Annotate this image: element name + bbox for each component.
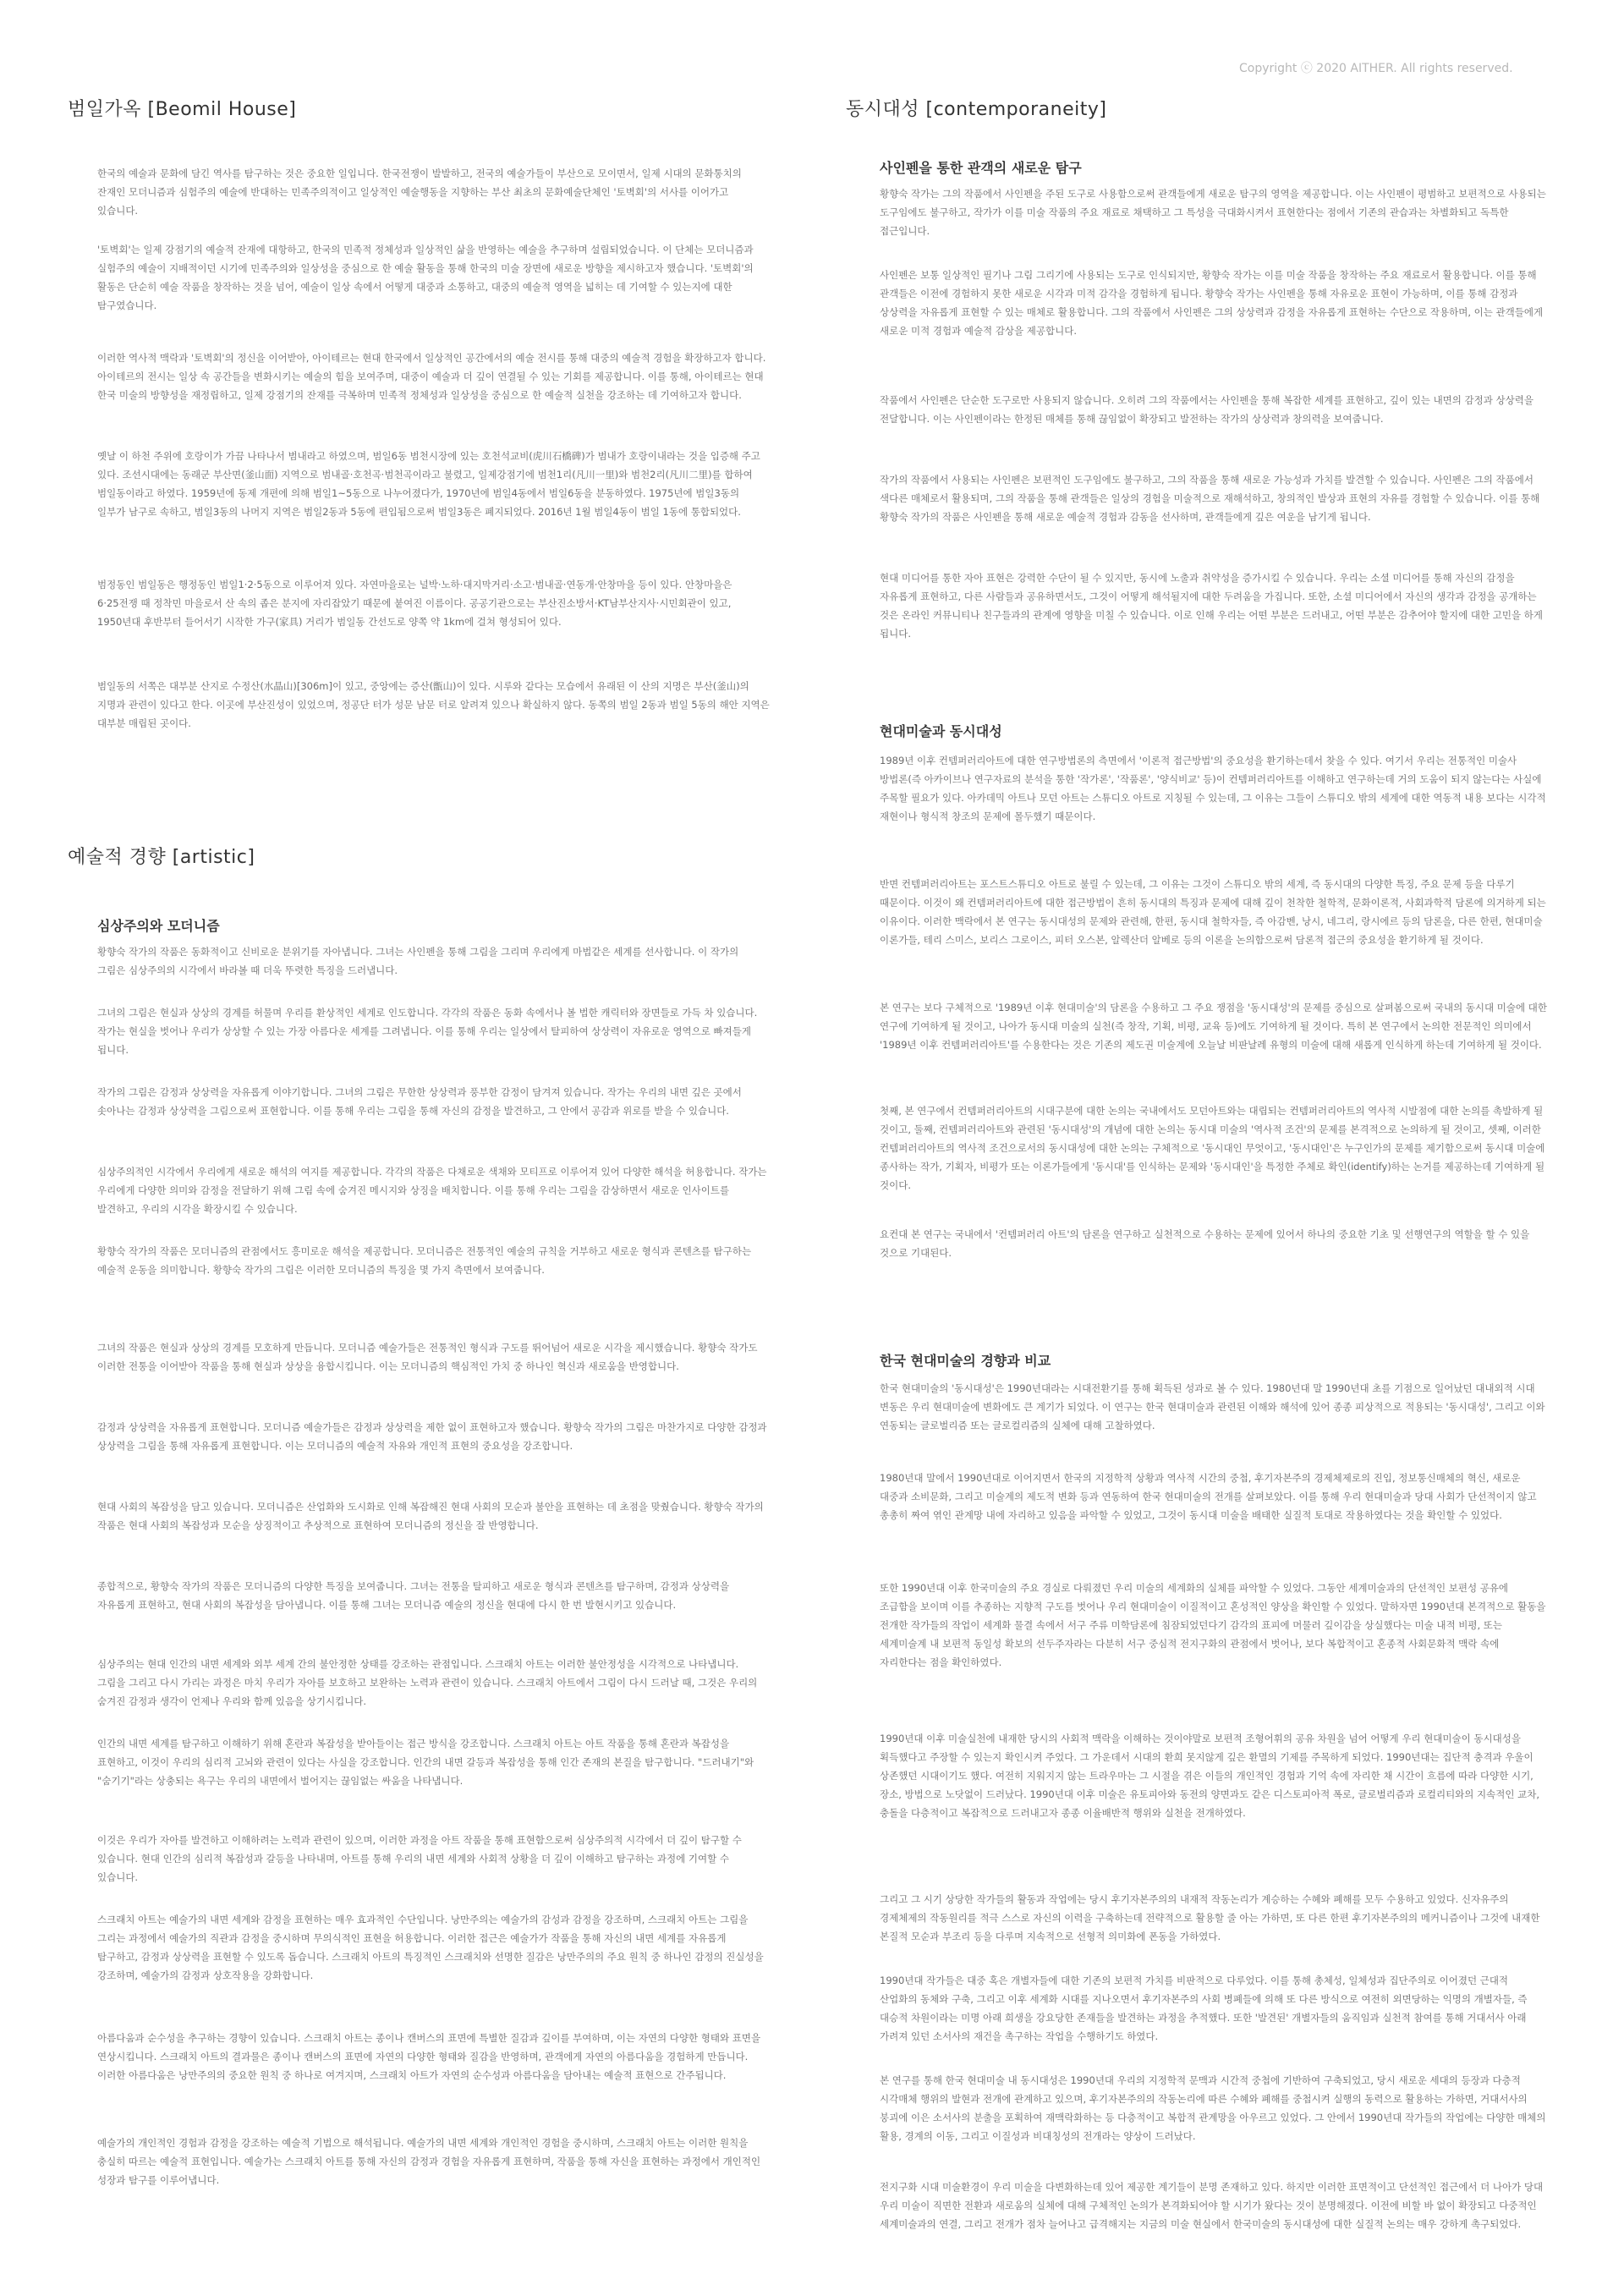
paragraph: 한국의 예술과 문화에 담긴 역사를 탐구하는 것은 중요한 일입니다. 한국전쟁이 발발하고, 전국의 예술가들이 부산으로 모이면서, 일제 시대의 문화통치의 잔재인 모더니즘과 심험주의 예술에 반대하는 민족주의적이고 일상적인 예술행동을 지향하는 부산 최초의 문화예술단체인 '토벽회'의 서사를 이어가고 있습니다.: [97, 168, 742, 217]
paragraph: 전지구화 시대 미술환경이 우리 미술을 다변화하는데 있어 제공한 계기들이 분명 존재하고 있다. 하지만 이러한 표면적이고 단선적인 접근에서 더 나아가 당대 우리 미술이 직면한 전환과 새로움의 실체에 대해 구체적인 논의가 본격화되어야 할 시기가 왔다는 것이 분명해졌다. 이전에 비할 바 없이 확장되고 다중적인 세계미술과의 연결, 그리고 전개가 점차 늘어나고 급격해지는 지금의 미술 현실에서 한국미술의 동시대성에 대한 실질적 논의는 매우 강하게 촉구되었다.: [880, 2181, 1544, 2230]
paragraph: 황향숙 작가는 그의 작품에서 사인펜을 주된 도구로 사용함으로써 관객들에게 새로운 탐구의 영역을 제공합니다. 이는 사인펜이 평범하고 보편적으로 사용되는 도구임에도 불구하고, 작가가 이를 미술 작품의 주요 재료로 채택하고 그 특성을 극대화시켜서 표현한다는 점에서 기존의 관습과는 차별화되고 독특한 접근입니다.: [880, 188, 1546, 237]
paragraph: 현대 미디어를 통한 자아 표현은 강력한 수단이 될 수 있지만, 동시에 노출과 취약성을 증가시킬 수 있습니다. 우리는 소셜 미디어를 통해 자신의 감정을 자유롭게 표현하고, 다른 사람들과 공유하면서도, 그것이 어떻게 해석될지에 대한 두려움을 가집니다. 또한, 소셜 미디어에서 자신의 생각과 감정을 공개하는 것은 온라인 커뮤니티나 친구들과의 관계에 영향을 미칠 수 있습니다. 이로 인해 우리는 어떤 부분은 드러내고, 어떤 부분은 감추어야 할지에 대한 고민을 하게 됩니다.: [880, 572, 1543, 640]
paragraph: 심상주의적인 시각에서 우리에게 새로운 해석의 여지를 제공합니다. 각각의 작품은 다채로운 색채와 모티프로 이루어져 있어 다양한 해석을 허용합니다. 작가는 우리에게 다양한 의미와 감정을 전달하기 위해 그림 속에 숨겨진 메시지와 상징을 배치합니다. 이를 통해 우리는 그림을 감상하면서 새로운 인사이트를 발견하고, 우리의 시각을 확장시킬 수 있습니다.: [97, 1166, 767, 1215]
paragraph: 황향숙 작가의 작품은 모더니즘의 관점에서도 흥미로운 해석을 제공합니다. 모더니즘은 전통적인 예술의 규칙을 거부하고 새로운 형식과 콘텐츠를 탐구하는 예술적 운동을 의미합니다. 황향숙 작가의 그림은 이러한 모더니즘의 특징을 몇 가지 측면에서 보여줍니다.: [97, 1245, 752, 1276]
paragraph: 현대 사회의 복잡성을 담고 있습니다. 모더니즘은 산업화와 도시화로 인해 복잡해진 현대 사회의 모순과 불안을 표현하는 데 초점을 맞췄습니다. 황향숙 작가의 작품은 현대 사회의 복잡성과 모순을 상징적이고 추상적으로 표현하여 모더니즘의 정신을 잘 반영합니다.: [97, 1501, 764, 1531]
subtitle-korean-trends: 한국 현대미술의 경향과 비교: [880, 1353, 1051, 1369]
paragraph: 그녀의 작품은 현실과 상상의 경계를 모호하게 만듭니다. 모더니즘 예술가들은 전통적인 형식과 구도를 뛰어넘어 새로운 시각을 제시했습니다. 황향숙 작가도 이러한 전통을 이어받아 작품을 통해 현실과 상상을 융합시킵니다. 이는 모더니즘의 핵심적인 가치 중 하나인 혁신과 새로움을 반영합니다.: [97, 1342, 758, 1372]
paragraph: 옛날 이 하천 주위에 호랑이가 가끔 나타나서 범내라고 하였으며, 범일6동 범천시장에 있는 호천석교비(虎川石橋碑)가 범내가 호랑이내라는 것을 입증해 주고 있다. 조선시대에는 동래군 부산면(釜山面) 지역으로 범내골·호천곡·범천곡이라고 불렸고, 일제강점기에 범천1리(凡川一里)와 범천2리(凡川二里)를 합하여 범일동이라고 하였다. 1959년에 동제 개편에 의해 범일1~5동으로 나누어졌다가, 1970년에 범일4동에서 범일6동을 분동하였다. 1975년에 범일3동의 일부가 남구로 속하고, 범일3동의 나머지 지역은 범일2동과 5동에 편입됨으로써 범일3동은 폐지되었다. 2016년 1월 범일4동이 범일 1동에 통합되었다.: [97, 450, 760, 518]
paragraph: 한국 현대미술의 '동시대성'은 1990년대라는 시대전환기를 통해 획득된 성과로 볼 수 있다. 1980년대 말 1990년대 초를 기점으로 일어났던 대내외적 시대 변동은 우리 현대미술에 변화에도 큰 계기가 되었다. 이 연구는 한국 현대미술과 관련된 이해와 해석에 있어 종종 피상적으로 적용되는 '동시대성', 그리고 이와 연동되는 글로벌리즘 또는 글로컬리즘의 실체에 대해 고찰하였다.: [880, 1382, 1545, 1431]
paragraph: 그녀의 그림은 현실과 상상의 경계를 허물며 우리를 환상적인 세계로 인도합니다. 각각의 작품은 동화 속에서나 볼 법한 캐릭터와 장면들로 가득 차 있습니다. 작가는 현실을 벗어나 우리가 상상할 수 있는 가장 아름다운 세계를 그려냅니다. 이를 통해 우리는 일상에서 탈피하여 상상력이 자유로운 영역으로 빠져들게 됩니다.: [97, 1007, 758, 1056]
paragraph: 작가의 작품에서 사용되는 사인펜은 보편적인 도구임에도 불구하고, 그의 작품을 통해 새로운 가능성과 가치를 발견할 수 있습니다. 사인펜은 그의 작품에서 색다른 매체로서 활용되며, 그의 작품을 통해 관객들은 일상의 경험을 미술적으로 재해석하고, 창의적인 발상과 표현의 자유를 경험할 수 있습니다. 이를 통해 황향숙 작가의 작품은 사인펜을 통해 새로운 예술적 경험과 감동을 선사하며, 관객들에게 깊은 여운을 남기게 됩니다.: [880, 474, 1540, 523]
paragraph: 범일동의 서쪽은 대부분 산지로 수정산(水晶山)[306m]이 있고, 중앙에는 증산(甑山)이 있다. 시루와 같다는 모습에서 유래된 이 산의 지명은 부산(釜山)의 지명과 관련이 있다고 한다. 이곳에 부산진성이 있었으며, 정공단 터가 성문 남문 터로 알려져 있으나 확실하지 않다. 동쪽의 범일 2동과 범일 5동의 해안 지역은 대부분 매립된 곳이다.: [97, 680, 770, 729]
paragraph: 작품에서 사인펜은 단순한 도구로만 사용되지 않습니다. 오히려 그의 작품에서는 사인펜을 통해 복잡한 세계를 표현하고, 깊이 있는 내면의 감정과 상상력을 전달합니다. 이는 사인펜이라는 한정된 매체를 통해 끊임없이 확장되고 발전하는 작가의 상상력과 창의력을 보여줍니다.: [880, 394, 1533, 425]
paragraph: 아름다움과 순수성을 추구하는 경향이 있습니다. 스크래치 아트는 종이나 캔버스의 표면에 특별한 질감과 깊이를 부여하며, 이는 자연의 다양한 형태와 표면을 연상시킵니다. 스크래치 아트의 결과물은 종이나 캔버스의 표면에 자연의 다양한 형태와 질감을 반영하며, 관객에게 자연의 아름다움을 경험하게 만듭니다. 이러한 아름다움은 낭만주의의 중요한 원칙 중 하나로 여겨지며, 스크래치 아트가 자연의 순수성과 아름다움을 담아내는 예술적 표현으로 간주됩니다.: [97, 2032, 761, 2081]
paragraph: 인간의 내면 세계를 탐구하고 이해하기 위해 혼란과 복잡성을 받아들이는 접근 방식을 강조합니다. 스크래치 아트는 아트 작품을 통해 혼란과 복잡성을 표현하고, 이것이 우리의 심리적 고뇌와 관련이 있다는 사실을 강조합니다. 인간의 내면 갈등과 복잡성을 통해 인간 존재의 본질을 탐구합니다. "드러내기"와 "숨기기"라는 상충되는 욕구는 우리의 내면에서 벌어지는 끊임없는 싸움을 나타냅니다.: [97, 1738, 754, 1787]
paragraph: 요컨대 본 연구는 국내에서 '컨템퍼러리 아트'의 담론을 연구하고 실천적으로 수용하는 문제에 있어서 하나의 중요한 기초 및 선행연구의 역할을 할 수 있을 것으로 기대된다.: [880, 1228, 1530, 1259]
paragraph: 심상주의는 현대 인간의 내면 세계와 외부 세계 간의 불안정한 상태를 강조하는 관점입니다. 스크래치 아트는 이러한 불안정성을 시각적으로 나타냅니다. 그림을 그리고 다시 가리는 과정은 마치 우리가 자아를 보호하고 보완하는 노력과 관련이 있습니다. 스크래치 아트에서 그림이 다시 드러날 때, 그것은 우리의 숨겨진 감정과 생각이 언제나 우리와 함께 있음을 상기시킵니다.: [97, 1658, 758, 1707]
paragraph: 스크래치 아트는 예술가의 내면 세계와 감정을 표현하는 매우 효과적인 수단입니다. 낭만주의는 예술가의 감성과 감정을 강조하며, 스크래치 아트는 그림을 그리는 과정에서 예술가의 직관과 감정을 중시하며 무의식적인 표현을 허용합니다. 이러한 접근은 예술가가 작품을 통해 자신의 내면 세계를 자유롭게 탐구하고, 감정과 상상력을 표현할 수 있도록 돕습니다. 스크래치 아트의 특징적인 스크래치와 선명한 질감은 낭만주의의 주요 원칙 중 하나인 감정의 진실성을 강조하며, 예술가의 감정과 상호작용을 강화합니다.: [97, 1914, 764, 1981]
section-title-beomil-house: 범일가옥 [Beomil House]: [68, 99, 297, 120]
paragraph: 본 연구를 통해 한국 현대미술 내 동시대성은 1990년대 우리의 지정학적 문맥과 시간적 중첩에 기반하여 구축되었고, 당시 새로운 세대의 등장과 다층적 시각매체 행위의 발현과 전개에 관계하고 있으며, 후기자본주의의 작동논리에 따른 수혜와 폐해를 중첩시켜 실행의 동력으로 활용하는 가하면, 거대서사의 붕괴에 이은 소서사의 분출을 포획하여 재맥락화하는 등 다층적이고 복합적 관계망을 아우르고 있었다. 그 안에서 1990년대 작가들의 작업에는 다양한 매체의 활용, 경계의 이동, 그리고 이질성과 비대칭성의 전개라는 양상이 드러났다.: [880, 2074, 1546, 2142]
paragraph: 반면 컨템퍼러리아트는 포스트스튜디오 아트로 불릴 수 있는데, 그 이유는 그것이 스튜디오 밖의 세계, 즉 동시대의 다양한 특징, 주요 문제 등을 다루기 때문이다. 이것이 왜 컨템퍼러리아트에 대한 접근방법이 흔히 동시대의 특징과 문제에 대해 깊이 천착한 철학적, 문화이론적, 사회과학적 담론에 의거하게 되는 이유이다. 이러한 맥락에서 본 연구는 동시대성의 문제와 관련해, 한편, 동시대 철학자들, 즉 아감벤, 낭시, 네그리, 랑시에르 등의 담론을, 다른 한편, 현대미술 이론가들, 테리 스미스, 보리스 그로이스, 피터 오스본, 알렉산더 알베로 등의 이론을 논의함으로써 담론적 접근의 중요성을 환기하게 될 것이다.: [880, 878, 1546, 946]
section-title-artistic: 예술적 경향 [artistic]: [68, 847, 255, 868]
paragraph: 1990년대 작가들은 대중 혹은 개별자들에 대한 기존의 보편적 가치를 비판적으로 다루었다. 이를 통해 총체성, 일체성과 집단주의로 이어졌던 근대적 산업화의 동체와 구축, 그리고 이후 세계화 시대를 지나오면서 후기자본주의 사회 병폐들에 의해 또 다른 방식으로 여전히 외면당하는 익명의 개별자들, 즉 대승적 차원이라는 미명 아래 희생을 강요당한 존재들을 발견하는 과정을 추적했다. 또한 '발견된' 개별자들의 움직임과 실천적 참여를 통해 거대서사 아래 가려져 있던 소서사의 재건을 촉구하는 작업을 수행하기도 하였다.: [880, 1975, 1528, 2042]
paragraph: 1989년 이후 컨템퍼러리아트에 대한 연구방법론의 측면에서 '이론적 접근방법'의 중요성을 환기하는데서 찾을 수 있다. 여기서 우리는 전통적인 미술사 방법론(즉 아카이브나 연구자료의 분석을 통한 '작가론', '작품론', '양식비교' 등)이 컨템퍼러리아트를 이해하고 연구하는데 거의 도움이 되지 않는다는 사실에 주목할 필요가 있다. 아카데믹 아트나 모던 아트는 스튜디오 아트로 지칭될 수 있는데, 그 이유는 그들이 스튜디오 밖의 세계에 대한 역동적 내용 보다는 시각적 재현이나 형식적 창조의 문제에 몰두했기 때문이다.: [880, 755, 1546, 822]
paragraph: 이러한 역사적 맥락과 '토벽회'의 정신을 이어받아, 아이테르는 현대 한국에서 일상적인 공간에서의 예술 전시를 통해 대중의 예술적 경험을 확장하고자 합니다. 아이테르의 전시는 일상 속 공간들을 변화시키는 예술의 힘을 보여주며, 대중이 예술과 더 깊이 연결될 수 있는 기회를 제공합니다. 이를 통해, 아이테르는 현대 한국 미술의 방향성을 재정립하고, 일제 강점기의 잔재를 극복하며 민족적 정체성과 일상성을 중심으로 한 예술적 실천을 강조하는 데 기여하고자 합니다.: [97, 352, 766, 401]
paragraph: 첫째, 본 연구에서 컨템퍼러리아트의 시대구분에 대한 논의는 국내에서도 모던아트와는 대립되는 컨템퍼러리아트의 역사적 시발점에 대한 논의를 촉발하게 될 것이고, 둘째, 컨템퍼러리아트와 관련된 '동시대성'의 개념에 대한 논의는 동시대 미술의 '역사적 조건'의 문제를 본격적으로 논의하게 될 것이고, 셋째, 이러한 컨템퍼러리아트의 역사적 조건으로서의 동시대성에 대한 논의는 구체적으로 '동시대인 무엇이고, '동시대인'은 누구인가의 문제를 제기함으로써 동시대 미술에 종사하는 작가, 기획자, 비평가 또는 이론가들에게 '동시대'를 인식하는 문제와 '동시대인'을 특정한 주체로 확인(identify)하는 논거를 제공하는데 기여하게 될 것이다.: [880, 1105, 1545, 1191]
paragraph: 본 연구는 보다 구체적으로 '1989년 이후 현대미술'의 담론을 수용하고 그 주요 쟁점을 '동시대성'의 문제를 중심으로 살펴봄으로써 국내의 동시대 미술에 대한 연구에 기여하게 될 것이고, 나아가 동시대 미술의 실천(즉 창작, 기획, 비평, 교육 등)에도 기여하게 될 것이다. 특히 본 연구에서 논의한 전문적인 의미에서 '1989년 이후 컨템퍼러리아트'를 수용한다는 것은 기존의 제도권 미술계에 오늘날 비판날레 유형의 미술에 대해 새롭게 인식하게 하는데 기여하게 될 것이다.: [880, 1002, 1548, 1051]
subtitle-imagism-modernism: 심상주의와 모더니즘: [97, 918, 220, 934]
paragraph: 황향숙 작가의 작품은 동화적이고 신비로운 분위기를 자아냅니다. 그녀는 사인펜을 통해 그림을 그리며 우리에게 마법같은 세계를 선사합니다. 이 작가의 그림은 심상주의의 시각에서 바라볼 때 더욱 뚜렷한 특징을 드러냅니다.: [97, 946, 739, 976]
paragraph: 이것은 우리가 자아를 발견하고 이해하려는 노력과 관련이 있으며, 이러한 과정을 아트 작품을 통해 표현함으로써 심상주의적 시각에서 더 깊이 탐구할 수 있습니다. 현대 인간의 심리적 복잡성과 갈등을 나타내며, 아트를 통해 우리의 내면 세계와 사회적 상황을 더 깊이 이해하고 탐구하는 과정에 기여할 수 있습니다.: [97, 1834, 742, 1883]
paragraph: 사인펜은 보통 일상적인 필기나 그림 그리기에 사용되는 도구로 인식되지만, 황향숙 작가는 이를 미술 작품을 창작하는 주요 재료로서 활용합니다. 이를 통해 관객들은 이전에 경험하지 못한 새로운 시각과 미적 감각을 경험하게 됩니다. 황향숙 작가는 사인펜을 통해 자유로운 표현이 가능하며, 이를 통해 감정과 상상력을 자유롭게 표현할 수 있는 매체로 활용합니다. 그의 작품에서 사인펜은 그의 상상력과 감정을 자유롭게 표현하는 수단으로 작용하며, 이는 관객들에게 새로운 미적 경험과 예술적 감상을 제공합니다.: [880, 269, 1544, 337]
paragraph: 범정동인 범일동은 행정동인 범일1·2·5동으로 이루어져 있다. 자연마을로는 널박·노하·대지막거리·소고·범내골·연동개·안창마을 등이 있다. 안창마을은 6·25전쟁 때 정착민 마을로서 산 속의 좁은 분지에 자리잡았기 때문에 붙여진 이름이다. 공공기관으로는 부산진소방서·KT남부산지사·시민회관이 있고, 1950년대 후반부터 들어서기 시작한 가구(家具) 거리가 범일동 간선도로 양쪽 약 1km에 걸쳐 형성되어 있다.: [97, 579, 732, 628]
paragraph: 1990년대 이후 미술실천에 내재한 당시의 사회적 맥락을 이해하는 것이야말로 보편적 조형어휘의 공유 차원을 넘어 어떻게 우리 현대미술이 동시대성을 획득했다고 주장할 수 있는지 확인시켜 주었다. 그 가운데서 시대의 환희 못지않게 깊은 환멸의 기제를 주목하게 되었다. 1990년대는 집단적 충격과 우울이 상존했던 시대이기도 했다. 여전히 지워지지 않는 트라우마는 그 시절을 겪은 이들의 개인적인 경험과 기억 속에 자리한 채 시간이 흐름에 따라 다양한 시기, 장소, 방법으로 노닷없이 드러났다. 1990년대 이후 미술은 유토피아와 동전의 양면과도 같은 디스토피아적 폭로, 글로벌리즘과 로컬리티와의 지속적인 교차, 충돌을 다층적이고 복잡적으로 드러내고자 종종 이율배반적 행위와 실천을 전개하였다.: [880, 1733, 1540, 1819]
paragraph: 작가의 그림은 감정과 상상력을 자유롭게 이야기합니다. 그녀의 그림은 무한한 상상력과 풍부한 감정이 담겨져 있습니다. 작가는 우리의 내면 깊은 곳에서 솟아나는 감정과 상상력을 그림으로써 표현합니다. 이를 통해 우리는 그림을 통해 자신의 감정을 발견하고, 그 안에서 공감과 위로를 받을 수 있습니다.: [97, 1086, 742, 1117]
subtitle-modern-art: 현대미술과 동시대성: [880, 723, 1002, 739]
subtitle-sign-pen: 사인펜을 통한 관객의 새로운 탐구: [880, 160, 1082, 176]
paragraph: 1980년대 말에서 1990년대로 이어지면서 한국의 지정학적 상황과 역사적 시간의 중첩, 후기자본주의 경제체제로의 진입, 정보통신매체의 혁신, 새로운 대중과 소비문화, 그리고 미술계의 제도적 변화 등과 연동하여 한국 현대미술의 전개를 살펴보았다. 이를 통해 우리 현대미술과 당대 사회가 단선적이지 않고 총총히 짜여 엮인 관계망 내에 자리하고 있음을 파악할 수 있었고, 그것이 동시대 미술을 배태한 실질적 토대로 작용하였다는 것을 확인할 수 있었다.: [880, 1472, 1537, 1521]
copyright-notice: Copyright ⓒ 2020 AITHER. All rights reserved.: [1239, 62, 1513, 75]
paragraph: 감정과 상상력을 자유롭게 표현합니다. 모더니즘 예술가들은 감정과 상상력을 제한 없이 표현하고자 했습니다. 황향숙 작가의 그림은 마찬가지로 다양한 감정과 상상력을 그림을 통해 자유롭게 표현합니다. 이는 모더니즘의 예술적 자유와 개인적 표현의 중요성을 강조합니다.: [97, 1421, 767, 1452]
paragraph: '토벽회'는 일제 강점기의 예술적 잔재에 대항하고, 한국의 민족적 정체성과 일상적인 삶을 반영하는 예술을 추구하며 설립되었습니다. 이 단체는 모더니즘과 실험주의 예술이 지배적이던 시기에 민족주의와 일상성을 중심으로 한 예술 활동을 통해 한국의 미술 장면에 새로운 방향을 제시하고자 했습니다. '토벽회'의 활동은 단순히 예술 작품을 창작하는 것을 넘어, 예술이 일상 속에서 어떻게 대중과 소통하고, 대중의 예술적 영역을 넓히는 데 기여할 수 있는지에 대한 탐구였습니다.: [97, 244, 754, 311]
section-title-contemporaneity: 동시대성 [contemporaneity]: [846, 99, 1107, 120]
paragraph: 또한 1990년대 이후 한국미술의 주요 경실로 다뤄졌던 우리 미술의 세계화의 실체를 파악할 수 있었다. 그동안 세계미술과의 단선적인 보편성 공유에 조급함을 보이며 이를 추종하는 지향적 구도를 벗어나 우리 현대미술이 이질적이고 혼성적인 양상을 확인할 수 있었다. 말하자면 1990년대 본격적으로 활동을 전개한 작가들의 작업이 세계화 물결 속에서 서구 주류 미학담론에 침잠되었던다기 감각의 표피에 머물러 깊이감을 상실했다는 미술 내적 비평, 또는 세계미술계 내 보편적 동일성 확보의 선두주자라는 다분히 서구 중심적 전지구화의 관점에서 벗어나, 보다 복합적이고 혼종적 사회문화적 맥락 속에 자리한다는 점을 확인하였다.: [880, 1582, 1546, 1668]
paragraph: 그리고 그 시기 상당한 작가들의 활동과 작업에는 당시 후기자본주의의 내재적 작동논리가 계승하는 수혜와 폐해를 모두 수용하고 있었다. 신자유주의 경제체제의 작동원리를 적극 스스로 자신의 이력을 구축하는데 전략적으로 활용할 줄 아는 가하면, 또 다른 한편 후기자본주의의 메커니즘이나 그것에 내재한 본질적 모순과 부조리 등을 다루며 지속적으로 선형적 의미화에 폰동을 가하였다.: [880, 1893, 1540, 1942]
paragraph: 예술가의 개인적인 경험과 감정을 강조하는 예술적 기법으로 해석됩니다. 예술가의 내면 세계와 개인적인 경험을 중시하며, 스크래치 아트는 이러한 원칙을 충실히 따르는 예술적 표현입니다. 예술가는 스크래치 아트를 통해 자신의 감정과 경험을 자유롭게 표현하며, 작품을 통해 자신을 표현하는 과정에서 개인적인 성장과 탐구를 이루어냅니다.: [97, 2137, 761, 2186]
paragraph: 종합적으로, 황향숙 작가의 작품은 모더니즘의 다양한 특징을 보여줍니다. 그녀는 전통을 탈피하고 새로운 형식과 콘텐츠를 탐구하며, 감정과 상상력을 자유롭게 표현하고, 현대 사회의 복잡성을 담아냅니다. 이를 통해 그녀는 모더니즘 예술의 정신을 현대에 다시 한 번 발현시키고 있습니다.: [97, 1580, 730, 1611]
